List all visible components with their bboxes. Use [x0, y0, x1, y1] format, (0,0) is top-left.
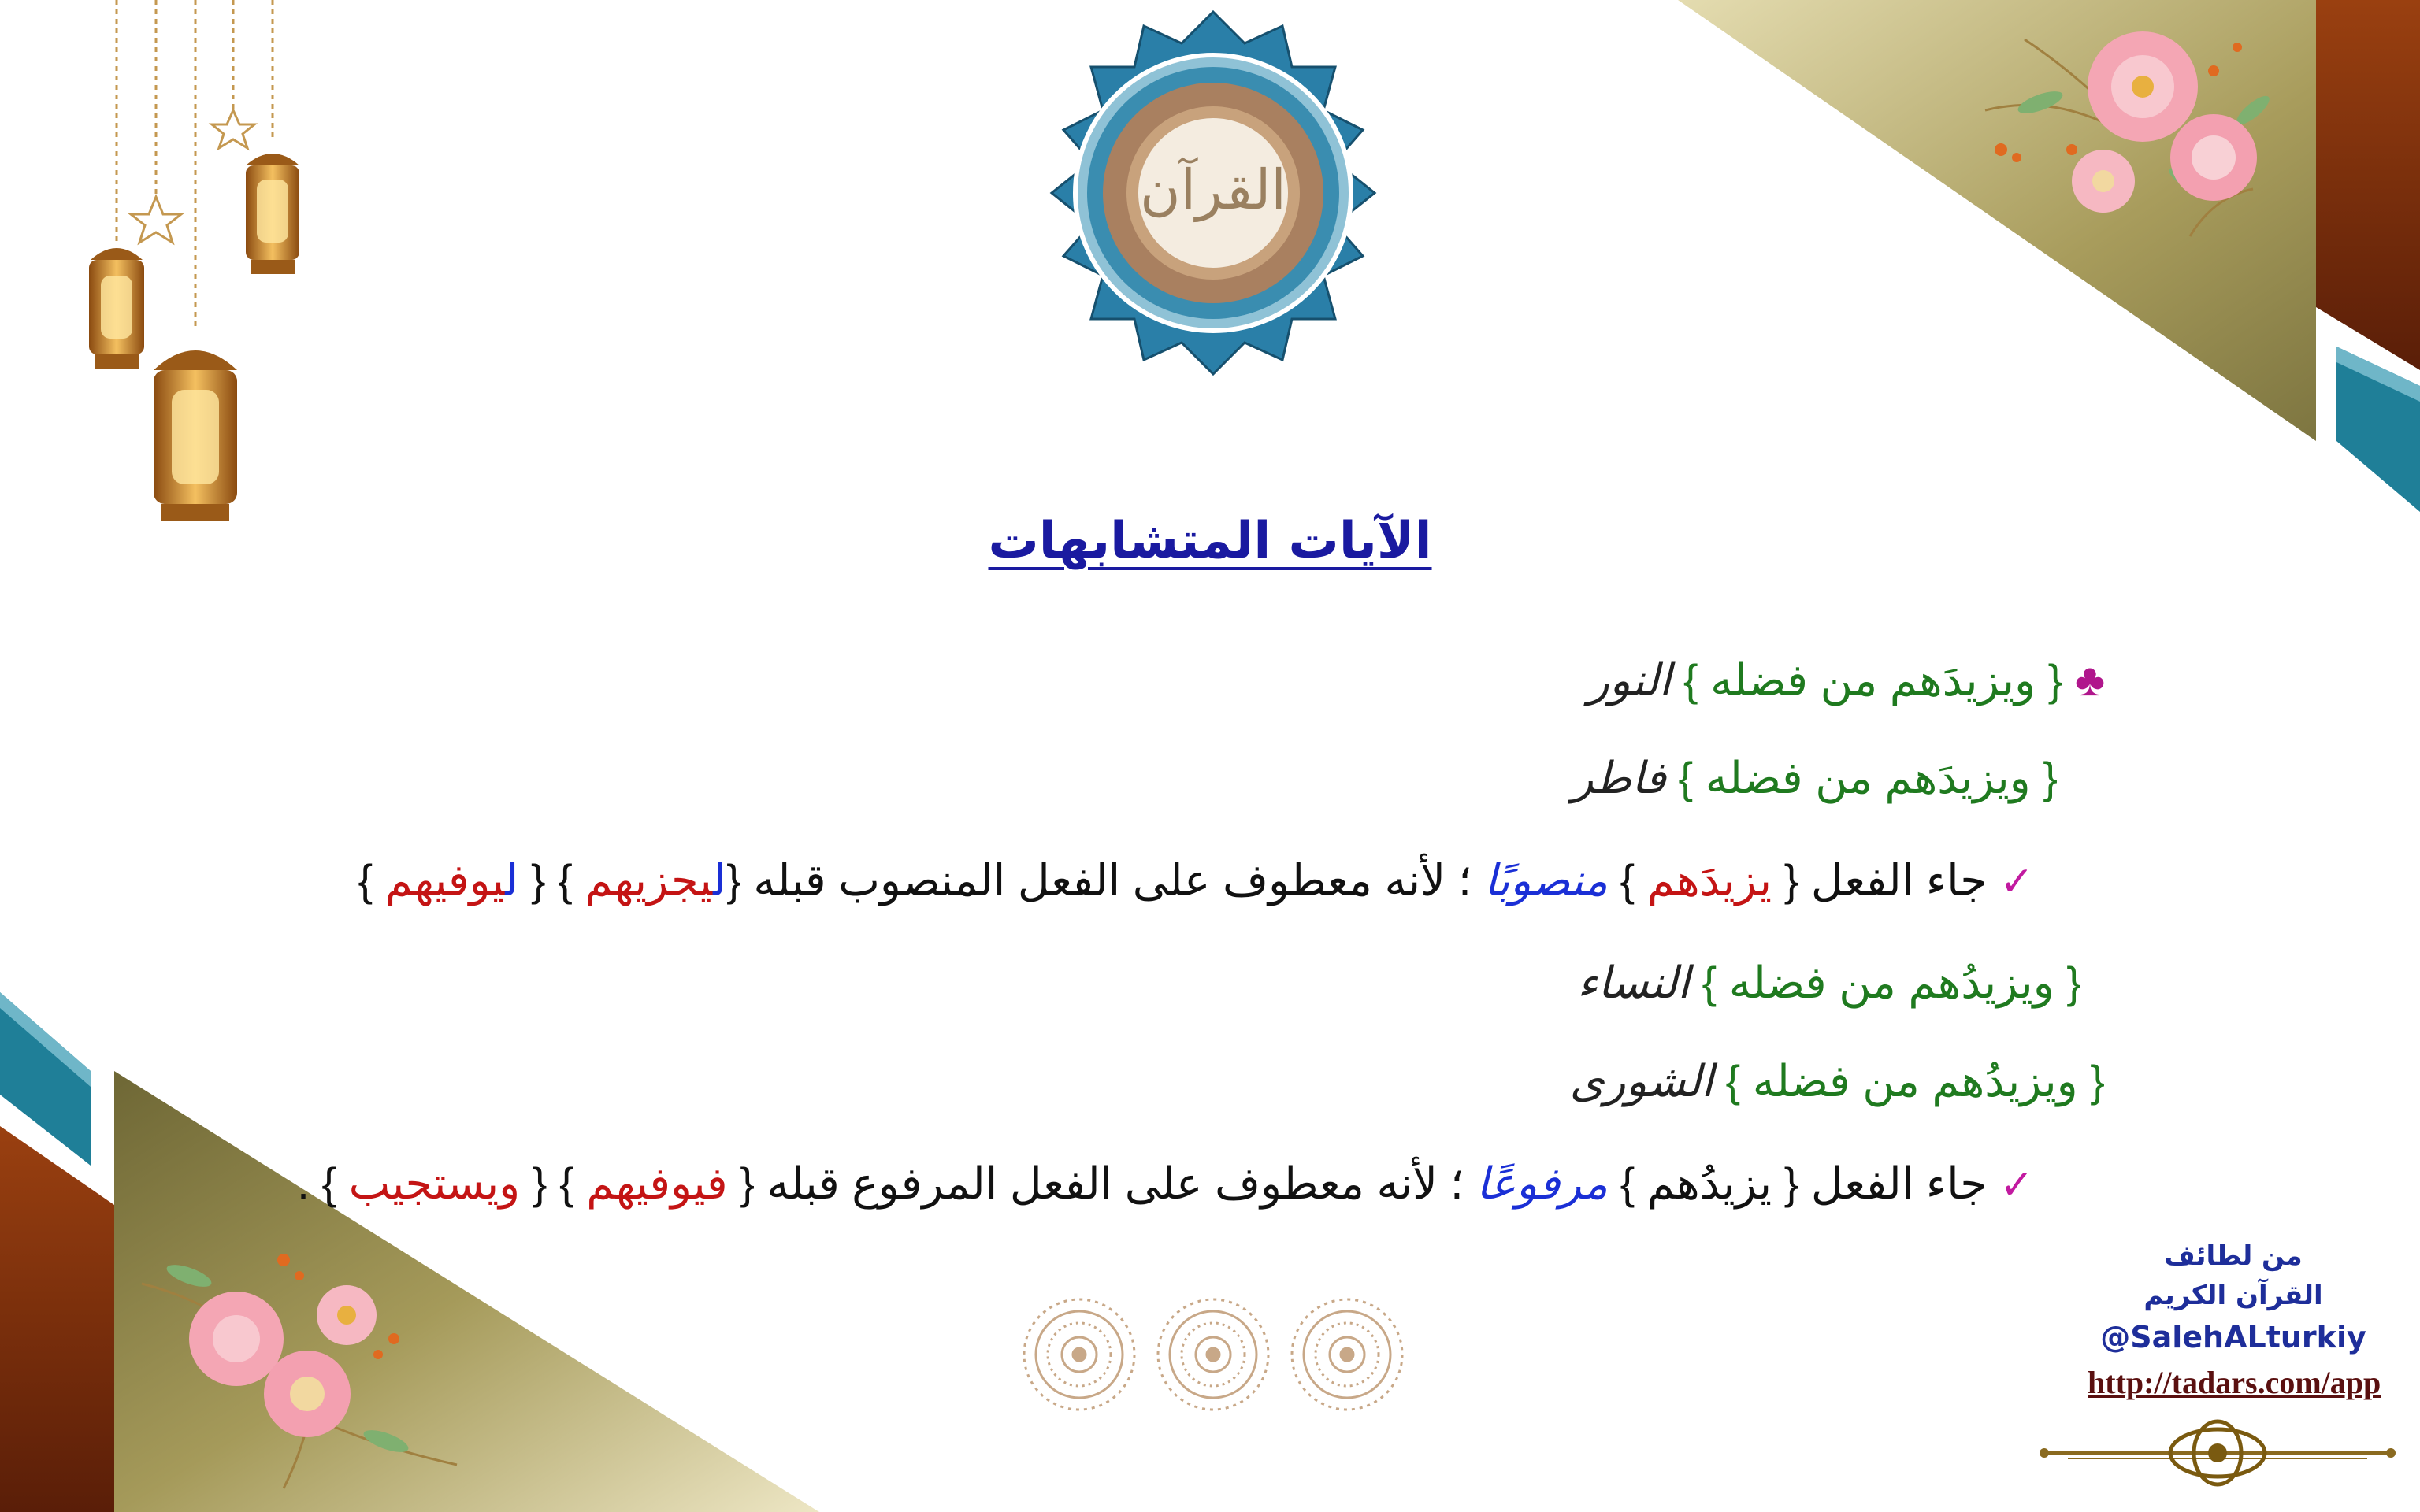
flower-bouquet-icon: [1954, 0, 2308, 276]
mandala-ornament-icon: [1024, 1299, 1134, 1410]
explanation-line-2: [297, 1158, 2034, 1210]
credit-line-2: القرآن الكريم: [2143, 1280, 2323, 1311]
open-brace: {: [2066, 958, 2081, 1007]
surah-name: النور: [1587, 655, 1672, 705]
surah-name: فاطر: [1572, 753, 1666, 802]
verse-line-2: [1572, 752, 2058, 804]
verse-text: ويزيدَهم من فضله: [1705, 753, 2031, 802]
text-segment: ؛ لأنه معطوف على الفعل المرفوع قبله {: [740, 1158, 1464, 1208]
app-link[interactable]: http://tadars.com/app: [2088, 1365, 2381, 1400]
highlight-word: فيوفيهم: [586, 1158, 728, 1208]
club-bullet-icon: ♣: [2074, 654, 2105, 706]
highlight-word: ويستجيب: [348, 1158, 521, 1208]
close-brace: }: [1725, 1056, 1741, 1106]
lantern-icon: [246, 154, 299, 274]
open-brace: {: [2043, 753, 2058, 802]
close-brace: }: [1702, 958, 1717, 1007]
surah-name: النساء: [1577, 958, 1690, 1007]
star-icon: [212, 110, 254, 148]
text-segment: جاء الفعل {: [1783, 855, 1988, 905]
quran-medallion-icon: [1024, 8, 1402, 378]
prefix-letter: ل: [713, 855, 727, 905]
mandala-ornament-icon: [1158, 1299, 1268, 1410]
prefix-letter: ل: [505, 855, 519, 905]
text-segment: } {: [532, 1158, 574, 1208]
page-title: [0, 512, 2420, 570]
grammar-word: مرفوعًا: [1475, 1158, 1608, 1208]
highlight-word: يوفيهم: [384, 855, 506, 905]
divider-ornament-icon: [2036, 1418, 2399, 1488]
verse-text: ويزيدُهم من فضله: [1752, 1056, 2078, 1106]
open-brace: {: [2090, 1056, 2105, 1106]
mandala-ornament-icon: [1292, 1299, 1402, 1410]
twitter-handle: @SalehALturkiy: [2100, 1320, 2366, 1354]
close-brace: }: [1683, 655, 1698, 705]
credit-block: [2088, 1236, 2379, 1406]
check-icon: ✓: [1999, 859, 2034, 905]
svg-text:القرآن: القرآن: [1140, 158, 1286, 222]
text-segment: } .: [297, 1158, 337, 1208]
verse-text: ويزيدُهم من فضله: [1728, 958, 2054, 1007]
explanation-line-1: [358, 854, 2034, 906]
lantern-icon: [154, 350, 237, 521]
verse-line-4: [1570, 1055, 2105, 1107]
verse-line-1: [1588, 654, 2105, 706]
mandala-ornaments: [1016, 1292, 1410, 1418]
check-icon: ✓: [1999, 1162, 2034, 1208]
star-icon: [131, 197, 181, 243]
text-segment: جاء الفعل { يزيدُهم }: [1620, 1158, 1988, 1208]
highlight-word: يزيدَهم: [1646, 855, 1772, 905]
verse-line-3: [1577, 957, 2081, 1009]
grammar-word: منصوبًا: [1483, 855, 1608, 905]
credit-line-1: من لطائف: [2164, 1240, 2303, 1272]
text-segment: } {: [530, 855, 573, 905]
close-brace: }: [1678, 753, 1694, 802]
lantern-icon: [89, 248, 144, 369]
text-segment: }: [1620, 855, 1635, 905]
text-segment: }: [358, 855, 373, 905]
verse-text: ويزيدَهم من فضله: [1710, 655, 2036, 705]
flower-bouquet-icon: [126, 1228, 473, 1512]
surah-name: الشورى: [1569, 1056, 1713, 1106]
page-title-text: الآيات المتشابهات: [988, 512, 1432, 570]
highlight-word: يجزيهم: [585, 855, 714, 905]
text-segment: ؛ لأنه معطوف على الفعل المنصوب قبله {: [726, 855, 1472, 905]
open-brace: {: [2047, 655, 2063, 705]
